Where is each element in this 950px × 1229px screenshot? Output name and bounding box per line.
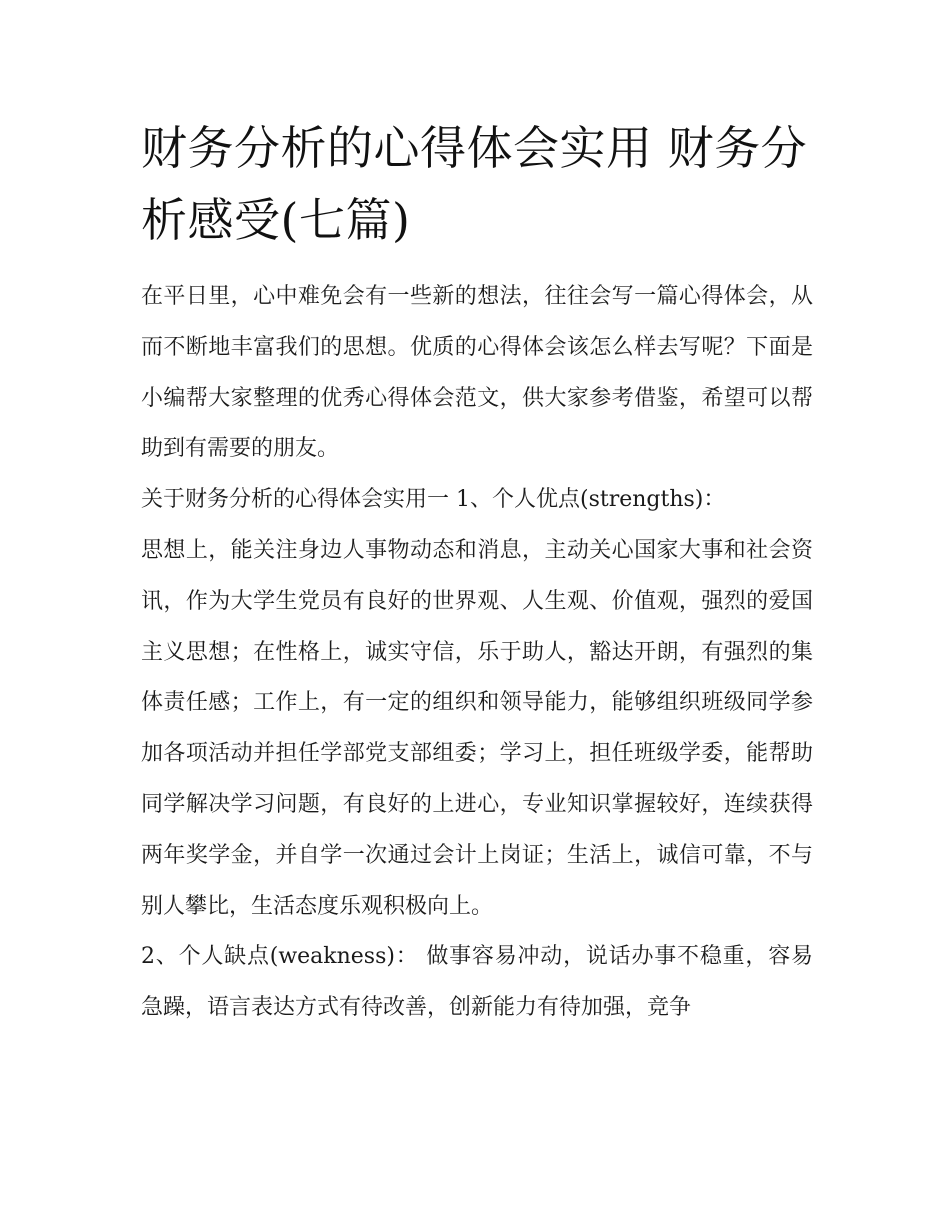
intro-paragraph: 在平日里，心中难免会有一些新的想法，往往会写一篇心得体会，从而不断地丰富我们的思想。优质的心得体会该怎么样去写呢？下面是小编帮大家整理的优秀心得体会范文，供大家参考借鉴，希望可以帮助到有需要的朋友。 — [141, 284, 813, 462]
document-body — [141, 112, 813, 1034]
section-heading-strengths: 关于财务分析的心得体会实用一 1、个人优点(strengths)： — [141, 487, 726, 513]
strengths-paragraph: 思想上，能关注身边人事物动态和消息，主动关心国家大事和社会资讯，作为大学生党员有良好的世界观、人生观、价值观，强烈的爱国主义思想；在性格上，诚实守信，乐于助人，豁达开朗，有强烈的集体责任感；工作上，有一定的组织和领导能力，能够组织班级同学参加各项活动并担任学部党支部组委；学习上，担任班级学委，能帮助同学解决学习问题，有良好的上进心，专业知识掌握较好，连续获得两年奖学金，并自学一次通过会计上岗证；生活上，诚信可靠，不与别人攀比，生活态度乐观积极向上。 — [141, 537, 813, 919]
weakness-paragraph: 2、个人缺点(weakness)： 做事容易冲动，说话办事不稳重，容易急躁，语言表达方式有待改善，创新能力有待加强，竞争 — [141, 944, 813, 1021]
document-title: 财务分析的心得体会实用 财务分析感受(七篇) — [141, 121, 808, 247]
